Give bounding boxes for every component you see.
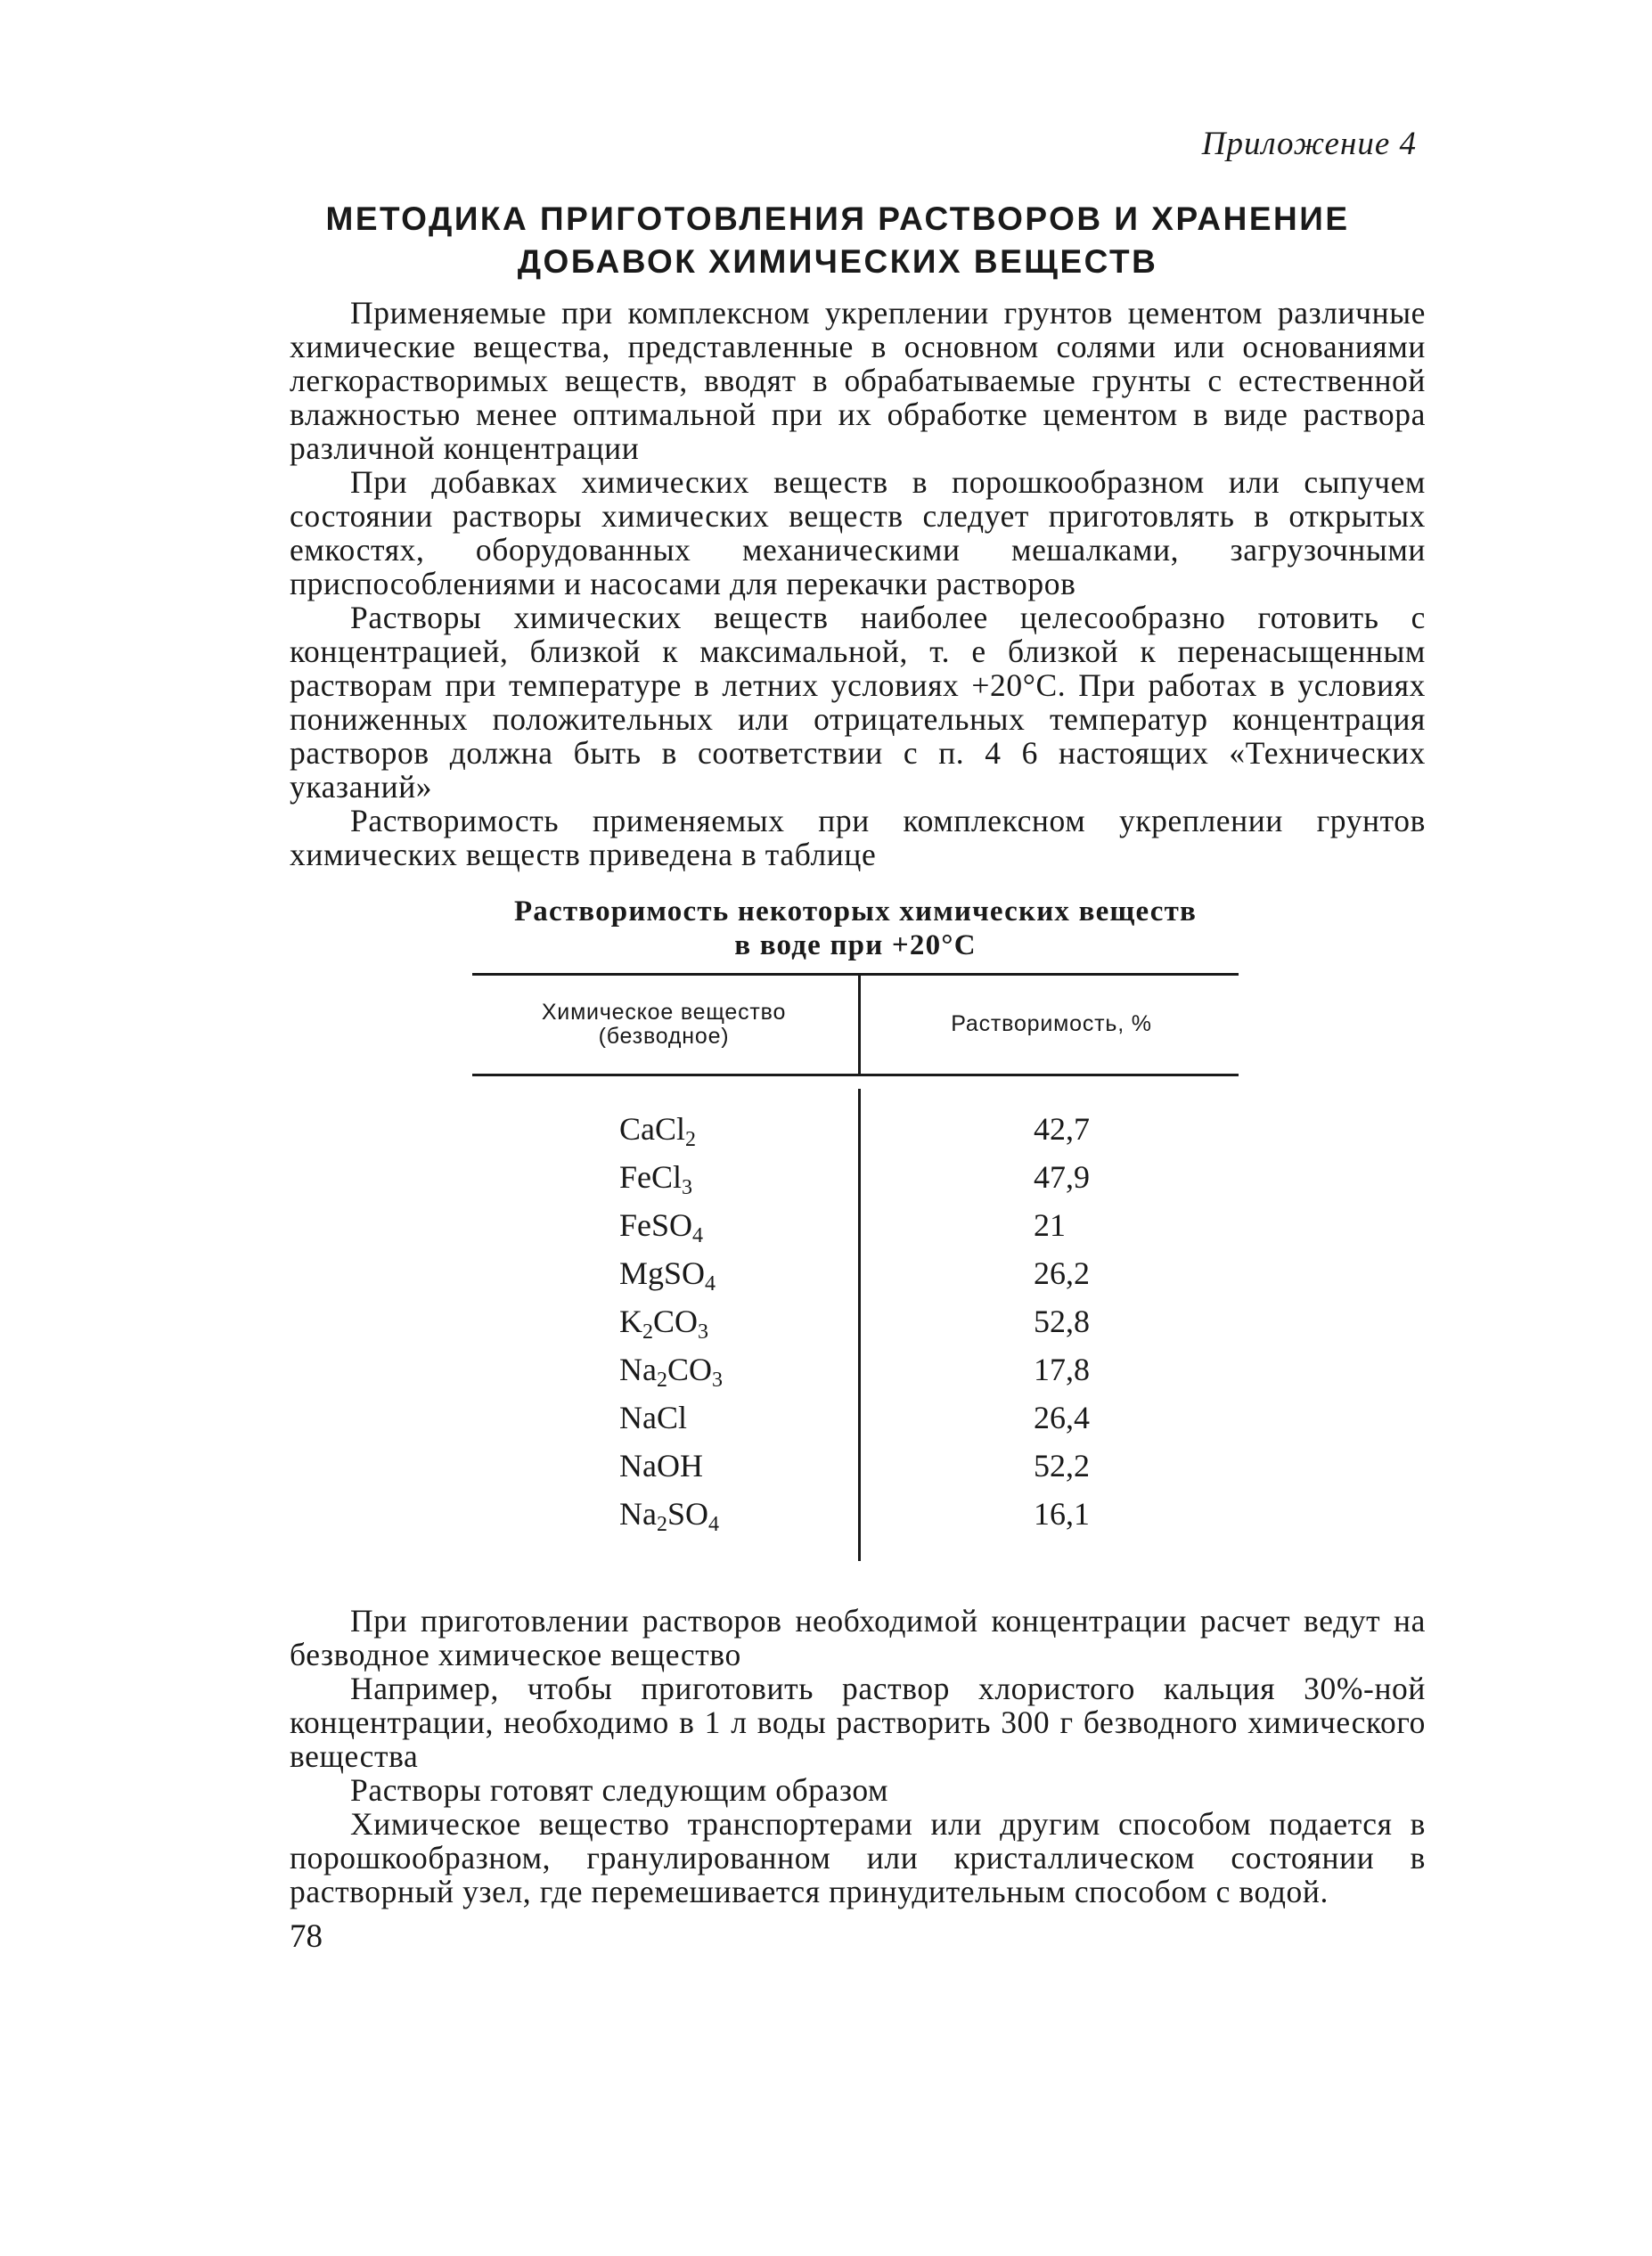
- paragraph: Растворы готовят следующим образом: [350, 1772, 889, 1808]
- paragraph: Растворимость применяемых при комплексном укреплении грунтов химических веществ приведена в таблице: [290, 803, 1426, 872]
- closing-paragraphs: [290, 1604, 1426, 1909]
- paragraph: Растворы химических веществ наиболее целесообразно готовить с концентрацией, близкой к максимальной, т. е близкой к перенасыщенным растворам при температуре в летних условиях +20°С. При работах в условиях пониженных положительных или отрицательных температур концентрация растворов должна быть в соответствии с п. 4 6 настоящих «Технических указаний»: [290, 600, 1426, 805]
- solubility-cell: 52,8: [1034, 1304, 1090, 1339]
- solubility-cell: 26,4: [1034, 1400, 1090, 1435]
- table-header-divider: [858, 973, 861, 1074]
- appendix-label: Приложение 4: [1201, 126, 1417, 162]
- paragraph: Применяемые при комплексном укреплении грунтов цементом различные химические вещества, представленные в основном солями или основаниями легкорастворимых веществ, вводят в обрабатываемые грунты с естественной влажностью менее оптимальной при их обработке цементом в виде раствора различной концентрации: [290, 295, 1426, 466]
- substance-cell: MgSO$_4$: [619, 1255, 716, 1296]
- header-solubility: Растворимость, %: [951, 1011, 1152, 1036]
- paragraph: Химическое вещество транспортерами или другим способом подается в порошкообразном, гранулированном или кристаллическом состоянии в растворный узел, где перемешивается принудительным способом с водой.: [290, 1806, 1426, 1909]
- substance-cell: $K_2CO_3$: [619, 1304, 709, 1344]
- solubility-cell: 52,2: [1034, 1448, 1090, 1484]
- substance-cell: CaCl$_2$: [619, 1111, 697, 1151]
- solubility-column: [1034, 1105, 1212, 1538]
- paragraph: Например, чтобы приготовить раствор хлористого кальция 30%-ной концентрации, необходимо в 1 л воды растворить 300 г безводного химического вещества: [290, 1671, 1426, 1774]
- page-number: 78: [290, 1918, 323, 1955]
- substance-cell: $Na_2CO_3$: [619, 1352, 723, 1392]
- paragraph: При приготовлении растворов необходимой концентрации расчет ведут на безводное химическое вещество: [290, 1603, 1426, 1672]
- solubility-cell: 16,1: [1034, 1496, 1090, 1532]
- substance-column: [619, 1105, 842, 1538]
- solubility-cell: 17,8: [1034, 1352, 1090, 1387]
- paragraph: При добавках химических веществ в порошкообразном или сыпучем состоянии растворы химических веществ следует приготовлять в открытых емкостях, оборудованных механическими мешалками, загрузочными приспособлениями и насосами для перекачки растворов: [290, 464, 1426, 601]
- solubility-cell: 26,2: [1034, 1255, 1090, 1291]
- header-substance: [481, 1001, 846, 1049]
- substance-cell: FeSO$_4$: [619, 1207, 704, 1247]
- table-body-divider: [858, 1089, 861, 1561]
- substance-cell: $Na_2SO_4$: [619, 1496, 720, 1536]
- header-substance-line-2: (безводное): [598, 1024, 730, 1049]
- table-top-rule: [472, 973, 1239, 976]
- title-line-1: МЕТОДИКА ПРИГОТОВЛЕНИЯ РАСТВОРОВ И ХРАНЕНИЕ: [325, 200, 1350, 237]
- page-title: [285, 198, 1390, 283]
- title-line-2: ДОБАВОК ХИМИЧЕСКИХ ВЕЩЕСТВ: [517, 243, 1158, 280]
- solubility-cell: 42,7: [1034, 1111, 1090, 1147]
- table-title: [463, 895, 1247, 962]
- table-header-rule: [472, 1074, 1239, 1076]
- table-title-line-2: в воде при +20°С: [734, 929, 977, 961]
- table-title-line-1: Растворимость некоторых химических веществ: [513, 895, 1198, 928]
- intro-paragraphs: [290, 296, 1426, 871]
- substance-cell: NaCl: [619, 1400, 687, 1435]
- substance-cell: FeCl$_3$: [619, 1159, 693, 1199]
- solubility-cell: 47,9: [1034, 1159, 1090, 1195]
- substance-cell: NaOH: [619, 1448, 703, 1484]
- header-substance-line-1: Химическое вещество: [541, 1000, 787, 1025]
- solubility-cell: 21: [1034, 1207, 1066, 1243]
